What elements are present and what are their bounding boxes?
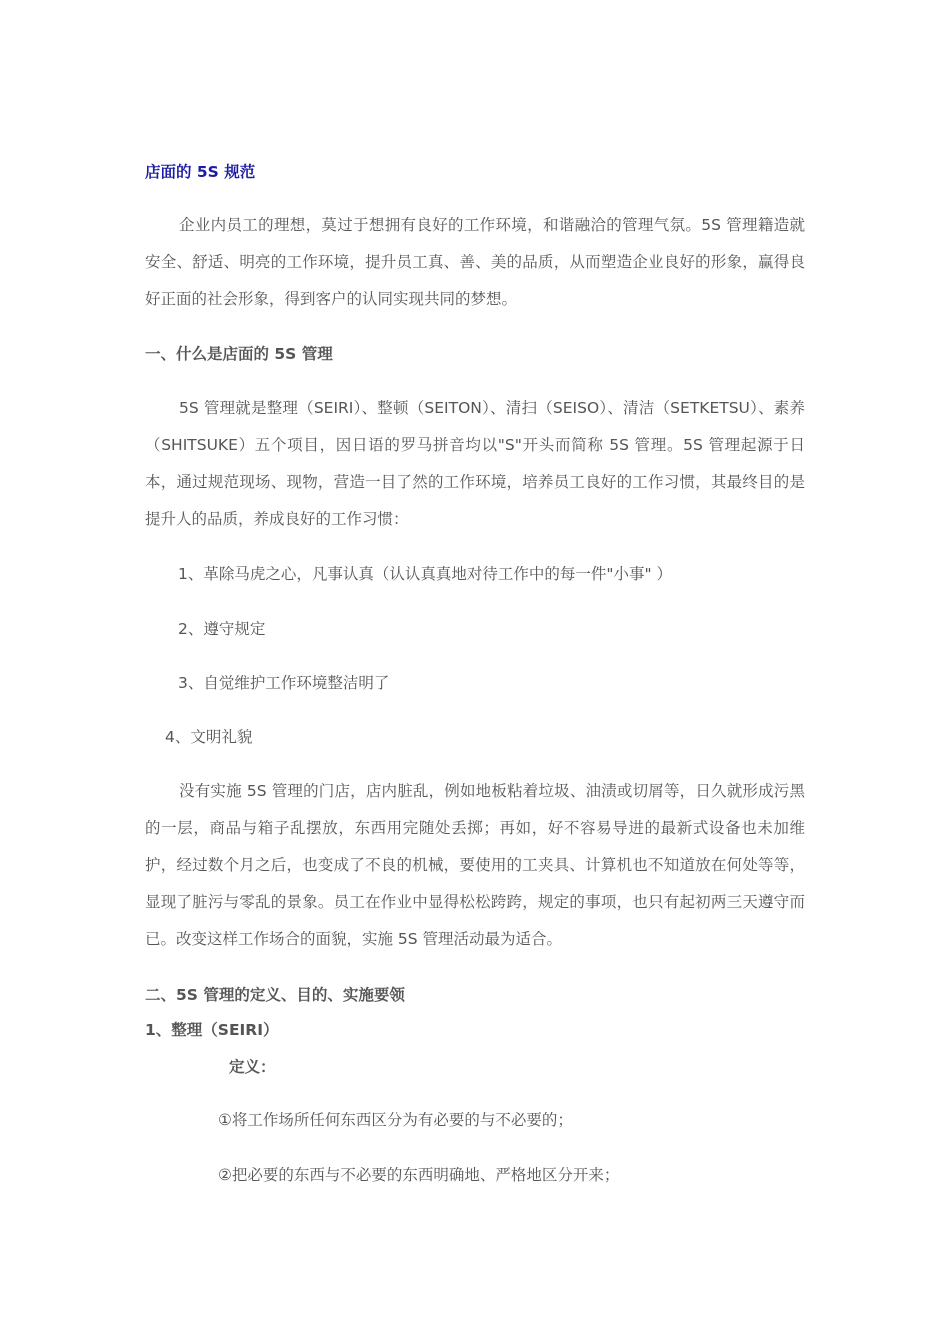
section1-heading: 一、什么是店面的 5S 管理 [145,345,333,363]
list-item-4: 4、文明礼貌 [165,728,253,746]
document-title: 店面的 5S 规范 [145,163,256,181]
definition-item-2: ②把必要的东西与不必要的东西明确地、严格地区分开来； [218,1166,620,1184]
section2-heading: 二、5S 管理的定义、目的、实施要领 [145,986,405,1004]
section1-paragraph-2: 没有实施 5S 管理的门店，店内脏乱，例如地板粘着垃圾、油渍或切屑等，日久就形成污黑的一层，商品与箱子乱摆放，东西用完随处丢掷；再如，好不容易导进的最新式设备也未加维护，经过数个月之后，也变成了不良的机械，要使用的工夹具、计算机也不知道放在何处等等，显现了脏污与零乱的景象。员工在作业中显得松松跨跨，规定的事项，也只有起初两三天遵守而已。改变这样工作场合的面貌，实施 5S 管理活动最为适合。 [145,782,805,948]
subsection-1-heading: 1、整理（SEIRI） [145,1021,279,1039]
list-item-2: 2、遵守规定 [178,620,266,638]
list-item-3: 3、自觉维护工作环境整洁明了 [178,674,390,692]
section1-paragraph: 5S 管理就是整理（SEIRI）、整顿（SEITON）、清扫（SEISO）、清洁（SETKETSU）、素养（SHITSUKE）五个项目，因日语的罗马拼音均以"S"开头而简称 5S 管理。5S 管理起源于日本，通过规范现场、现物，营造一目了然的工作环境，培养员工良好的工作习惯，其最终目的是提升人的品质，养成良好的工作习惯： [145,399,805,528]
intro-paragraph: 企业内员工的理想，莫过于想拥有良好的工作环境，和谐融洽的管理气氛。5S 管理籍造就安全、舒适、明亮的工作环境，提升员工真、善、美的品质，从而塑造企业良好的形象，赢得良好正面的社会形象，得到客户的认同实现共同的梦想。 [145,216,805,308]
definition-item-1: ①将工作场所任何东西区分为有必要的与不必要的； [218,1111,573,1129]
list-item-1: 1、革除马虎之心，凡事认真（认认真真地对待工作中的每一件"小事" ） [178,565,673,583]
definition-label: 定义： [229,1058,276,1076]
